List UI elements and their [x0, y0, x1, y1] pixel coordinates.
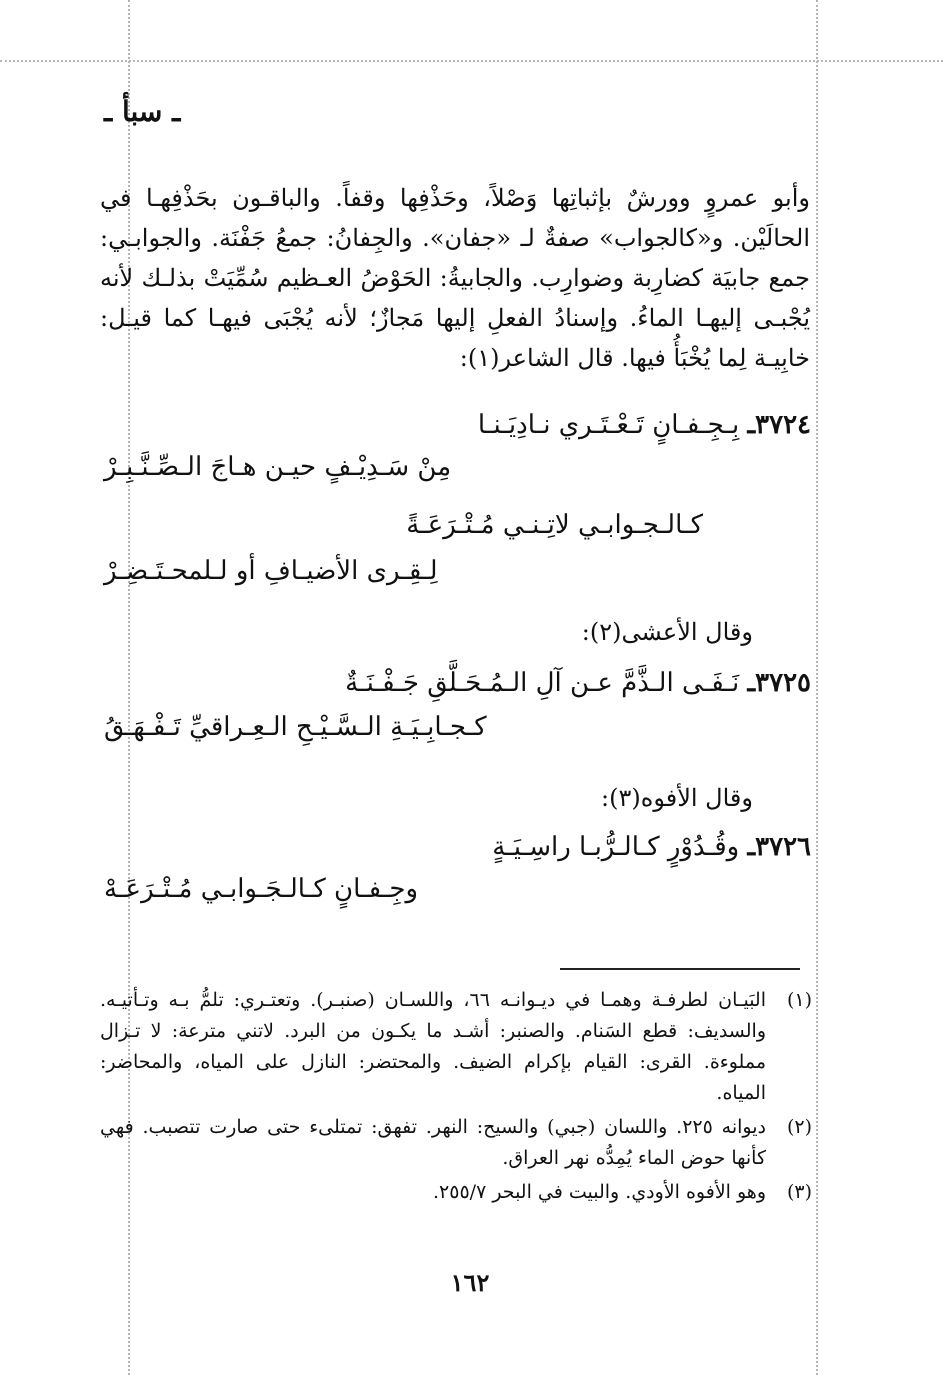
footnote-text: ديوانه ٢٢٥. واللسان (جبي) والسيح: النهر. تفهق: تمتلىء حتى صارت تتصبب. فهي كأنها حوض الماء يُمِدُّه نهر العراق. [100, 1116, 766, 1169]
verse-3725-line1 [345, 668, 811, 698]
footnote-number: (٣) [786, 1181, 812, 1203]
footnote-number: (١) [786, 989, 812, 1011]
footnote-3 [100, 1177, 812, 1208]
verse-3724-line1 [478, 410, 811, 440]
verse-3726-line1 [492, 832, 811, 862]
verse-3724-line4: لِـقِـرى الأضيـافِ أو لـلمحـتَـضِـرْ [104, 556, 438, 586]
verse-number: ٣٧٢٤ـ [747, 410, 811, 440]
verse-text: بِـجِـفـانٍ تَـعْـتَـري نـادِيَـنـا [477, 410, 740, 440]
footnote-2 [100, 1112, 812, 1174]
body-paragraph [100, 178, 810, 378]
verse-3725-line2: كـجـابِـيَـةِ الـسَّـيْـحِ الـعِـراقيِّ تَـفْـهَـقُ [104, 712, 487, 742]
running-header: ـ سبأ ـ [104, 95, 181, 128]
verse-3726-intro: وقال الأفوه(٣): [601, 784, 753, 812]
footnotes [100, 985, 812, 1211]
verse-3724-line3: كـالـجـوابـي لاتِـنـي مُـتْـرَعَـةً [406, 510, 703, 540]
footnote-text: البَيـان لطرفـة وهمـا في ديـوانـه ٦٦، واللسـان (صنبـر). وتعتـري: تلمُّ بـه وتـأتيـه. والسديف: قطع السَنام. والصنبر: أشـد ما يكـون من البرد. لاتني مترعة: لا تـزال مملوءة. القرى: القيام بإكرام الضيف. والمحتضر: النازل على المياه، والمحاضر: المياه. [100, 989, 767, 1104]
scan-dotted-guide-top [0, 60, 943, 62]
footnote-number: (٢) [786, 1116, 812, 1138]
verse-number: ٣٧٢٦ـ [747, 832, 811, 862]
verse-3726-line2: وجِـفـانٍ كـالـجَـوابـي مُـتْـرَعَـهْ [104, 874, 419, 904]
verse-number: ٣٧٢٥ـ [747, 668, 811, 698]
verse-text: نَـفَـى الـذَّمَّ عـن آلِ الـمُـحَـلَّقِ جَـفْـنَـةٌ [345, 668, 740, 698]
body-text: وأبو عمروٍ وورشٌ بإثباتِها وَصْلاً، وحَذْفِها وقفاً. والباقـون بحَذْفِهـا في الحالَيْن. و«كالجواب» صفةٌ لـ «جفان». والجِفانُ: جمعُ جَفْنَة. والجوابـي: جمع جابيَة كضارِبة وضوارِب. والجابيةُ: الحَوْضُ العـظيم سُمِّيَتْ بذلـك لأنه يُجْبـى إليهـا الماءُ. وإسنادُ الفعلِ إليها مَجازٌ؛ لأنه يُجْبَى فيهـا كما قيـل: خابِيـة لِما يُخْبَأُ فيها. قال الشاعر(١): [100, 184, 810, 372]
verse-3724-line2: مِنْ سَـدِيْـفٍ حيـن هـاجَ الـصِّـنَّـبِـرْ [104, 452, 452, 482]
verse-text: وقُـدُوْرٍ كـالـرُّبـا راسِـيَـةٍ [492, 832, 740, 862]
page-number: ١٦٢ [450, 1268, 490, 1297]
verse-3725-intro: وقال الأعشى(٢): [581, 618, 753, 646]
scan-dotted-guide-right [816, 0, 818, 1375]
footnote-1 [100, 985, 812, 1109]
footnote-text: وهو الأفوه الأودي. والبيت في البحر ٢٥٥/٧. [433, 1181, 766, 1203]
footnote-separator [560, 968, 800, 970]
